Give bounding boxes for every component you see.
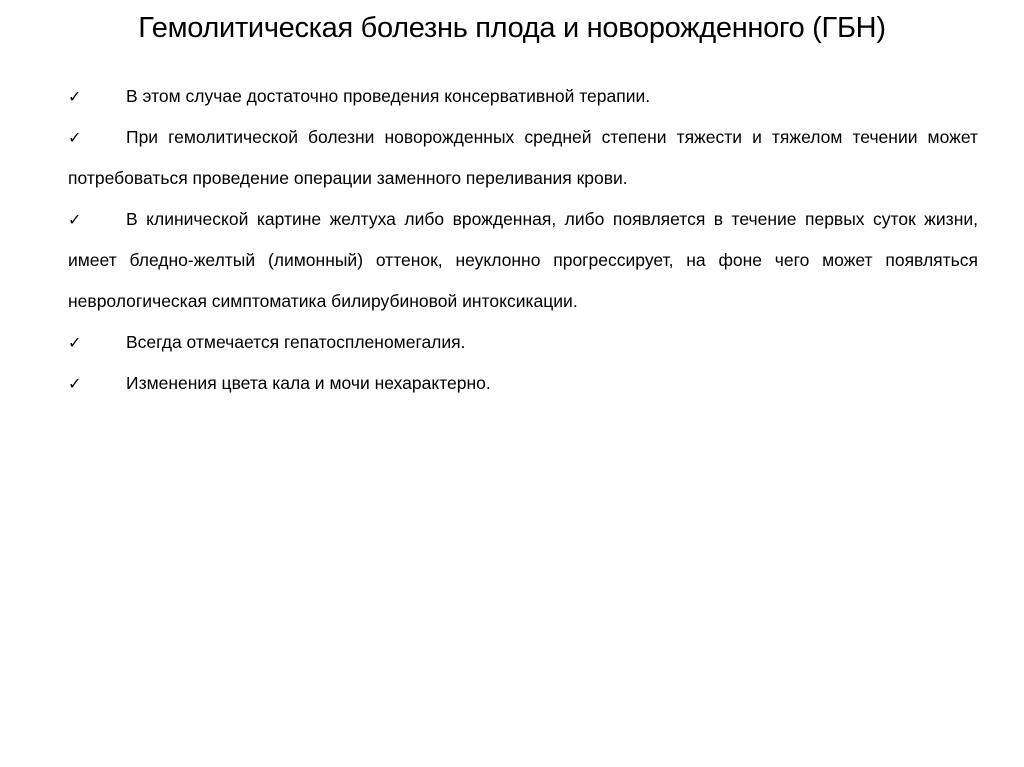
bullet-item [68,117,978,199]
check-icon: ✓ [68,210,82,229]
check-icon: ✓ [68,374,82,393]
bullet-item [68,363,978,404]
slide-title: Гемолитическая болезнь плода и новорожденного (ГБН) [138,12,886,44]
bullet-list [68,76,978,404]
bullet-text: В клинической картине желтуха либо врожденная, либо появляется в течение первых суток жизни, имеет бледно-желтый (лимонный) оттенок, неуклонно прогрессирует, на фоне чего может появляться неврологическая симптоматика билирубиновой интоксикации. [68,209,978,311]
bullet-text: Изменения цвета кала и мочи нехарактерно. [126,373,491,393]
check-icon: ✓ [68,128,82,147]
bullet-item [68,199,978,322]
check-icon: ✓ [68,333,82,352]
bullet-text: Всегда отмечается гепатоспленомегалия. [126,332,466,352]
bullet-item [68,76,978,117]
bullet-text: При гемолитической болезни новорожденных средней степени тяжести и тяжелом течении может потребоваться проведение операции заменного переливания крови. [68,127,978,188]
bullet-item [68,322,978,363]
check-icon: ✓ [68,87,82,106]
bullet-text: В этом случае достаточно проведения консервативной терапии. [126,86,651,106]
